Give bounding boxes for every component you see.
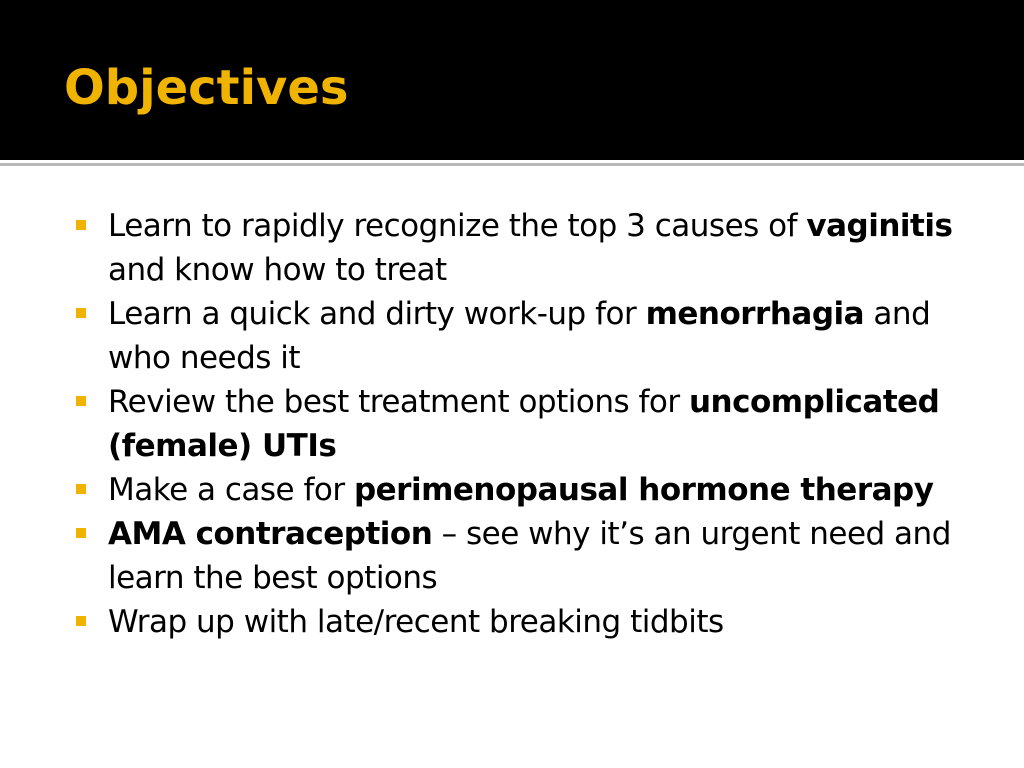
bullet-text: Wrap up with late/recent breaking tidbits	[108, 604, 724, 640]
bullet-text: Make a case for	[108, 472, 354, 508]
bullet-text: and know how to treat	[108, 252, 447, 288]
bullet-text: Learn a quick and dirty work-up for	[108, 296, 646, 332]
title-divider	[0, 163, 1024, 166]
bullet-bold-text: perimenopausal hormone therapy	[353, 472, 934, 508]
objectives-list	[74, 204, 974, 644]
square-bullet-icon	[76, 616, 86, 626]
square-bullet-icon	[76, 484, 86, 494]
square-bullet-icon	[76, 308, 86, 318]
bullet-bold-text: AMA contraception	[108, 516, 433, 552]
bullet-bold-text: menorrhagia	[645, 296, 865, 332]
square-bullet-icon	[76, 396, 86, 406]
square-bullet-icon	[76, 220, 86, 230]
list-item	[74, 468, 974, 512]
list-item	[74, 512, 974, 600]
square-bullet-icon	[76, 528, 86, 538]
slide-title: Objectives	[64, 60, 349, 116]
bullet-text: – see why it’s an urgent need and learn the best options	[108, 516, 951, 596]
bullet-text: Review the best treatment options for	[108, 384, 689, 420]
list-item	[74, 380, 974, 468]
list-item	[74, 292, 974, 380]
bullet-bold-text: uncomplicated (female) UTIs	[108, 384, 940, 464]
bullet-text: and who needs it	[108, 296, 931, 376]
bullet-text: Learn to rapidly recognize the top 3 causes of	[108, 208, 807, 244]
title-bar	[0, 0, 1024, 160]
list-item	[74, 204, 974, 292]
bullet-bold-text: vaginitis	[806, 208, 953, 244]
list-item	[74, 600, 974, 644]
